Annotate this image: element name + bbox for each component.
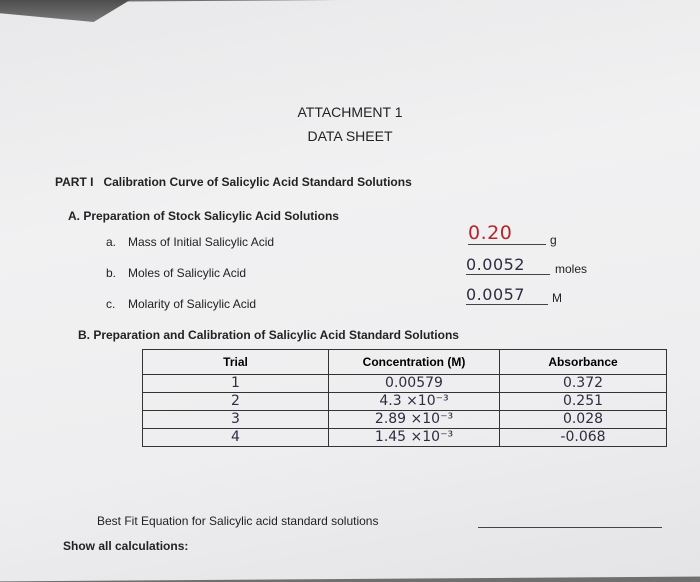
item-b-label: Moles of Salicylic Acid xyxy=(128,266,247,280)
calibration-table xyxy=(142,349,667,447)
concentration-cell: 1.45 ×10⁻³ xyxy=(374,429,454,445)
item-c-letter: c. xyxy=(106,297,116,311)
table-row xyxy=(143,375,667,393)
item-b-value: 0.0052 xyxy=(466,255,550,275)
trial-cell: 3 xyxy=(231,411,240,427)
item-c-unit: M xyxy=(552,291,562,305)
item-b-unit: moles xyxy=(555,262,588,276)
item-a-label: Mass of Initial Salicylic Acid xyxy=(128,235,275,249)
concentration-cell: 0.00579 xyxy=(385,375,443,391)
absorbance-cell: 0.028 xyxy=(562,411,604,427)
header-absorbance: Absorbance xyxy=(500,350,667,375)
item-a-value: 0.20 xyxy=(468,222,546,245)
section-b-title: B. Preparation and Calibration of Salicylic Acid Standard Solutions xyxy=(78,328,459,342)
part1-title: Calibration Curve of Salicylic Acid Standard Solutions xyxy=(103,175,412,189)
table-row xyxy=(143,411,667,429)
item-c-value: 0.0057 xyxy=(466,285,548,305)
section-a-title: A. Preparation of Stock Salicylic Acid Solutions xyxy=(68,209,339,223)
absorbance-cell: 0.251 xyxy=(562,393,604,409)
data-sheet-title: DATA SHEET xyxy=(307,128,393,144)
trial-cell: 1 xyxy=(231,375,240,391)
best-fit-answer-line xyxy=(478,527,662,528)
concentration-cell: 2.89 ×10⁻³ xyxy=(374,411,454,427)
absorbance-cell: -0.068 xyxy=(560,429,606,445)
trial-cell: 4 xyxy=(231,429,240,445)
part1-heading xyxy=(55,175,412,189)
item-a-letter: a. xyxy=(106,235,117,249)
attachment-title: ATTACHMENT 1 xyxy=(297,104,403,120)
header-trial: Trial xyxy=(143,350,329,375)
item-a-unit: g xyxy=(550,233,557,247)
table-row xyxy=(143,393,667,411)
concentration-cell: 4.3 ×10⁻³ xyxy=(379,393,449,409)
trial-cell: 2 xyxy=(231,393,240,409)
item-c-label: Molarity of Salicylic Acid xyxy=(128,297,257,311)
show-calculations-label: Show all calculations: xyxy=(63,539,189,553)
absorbance-cell: 0.372 xyxy=(562,375,604,391)
table-header-row xyxy=(143,350,667,375)
item-b-letter: b. xyxy=(106,266,117,280)
best-fit-label: Best Fit Equation for Salicylic acid standard solutions xyxy=(97,514,379,528)
header-concentration: Concentration (M) xyxy=(329,350,500,375)
part1-prefix: PART I xyxy=(55,175,94,189)
table-row xyxy=(143,429,667,447)
